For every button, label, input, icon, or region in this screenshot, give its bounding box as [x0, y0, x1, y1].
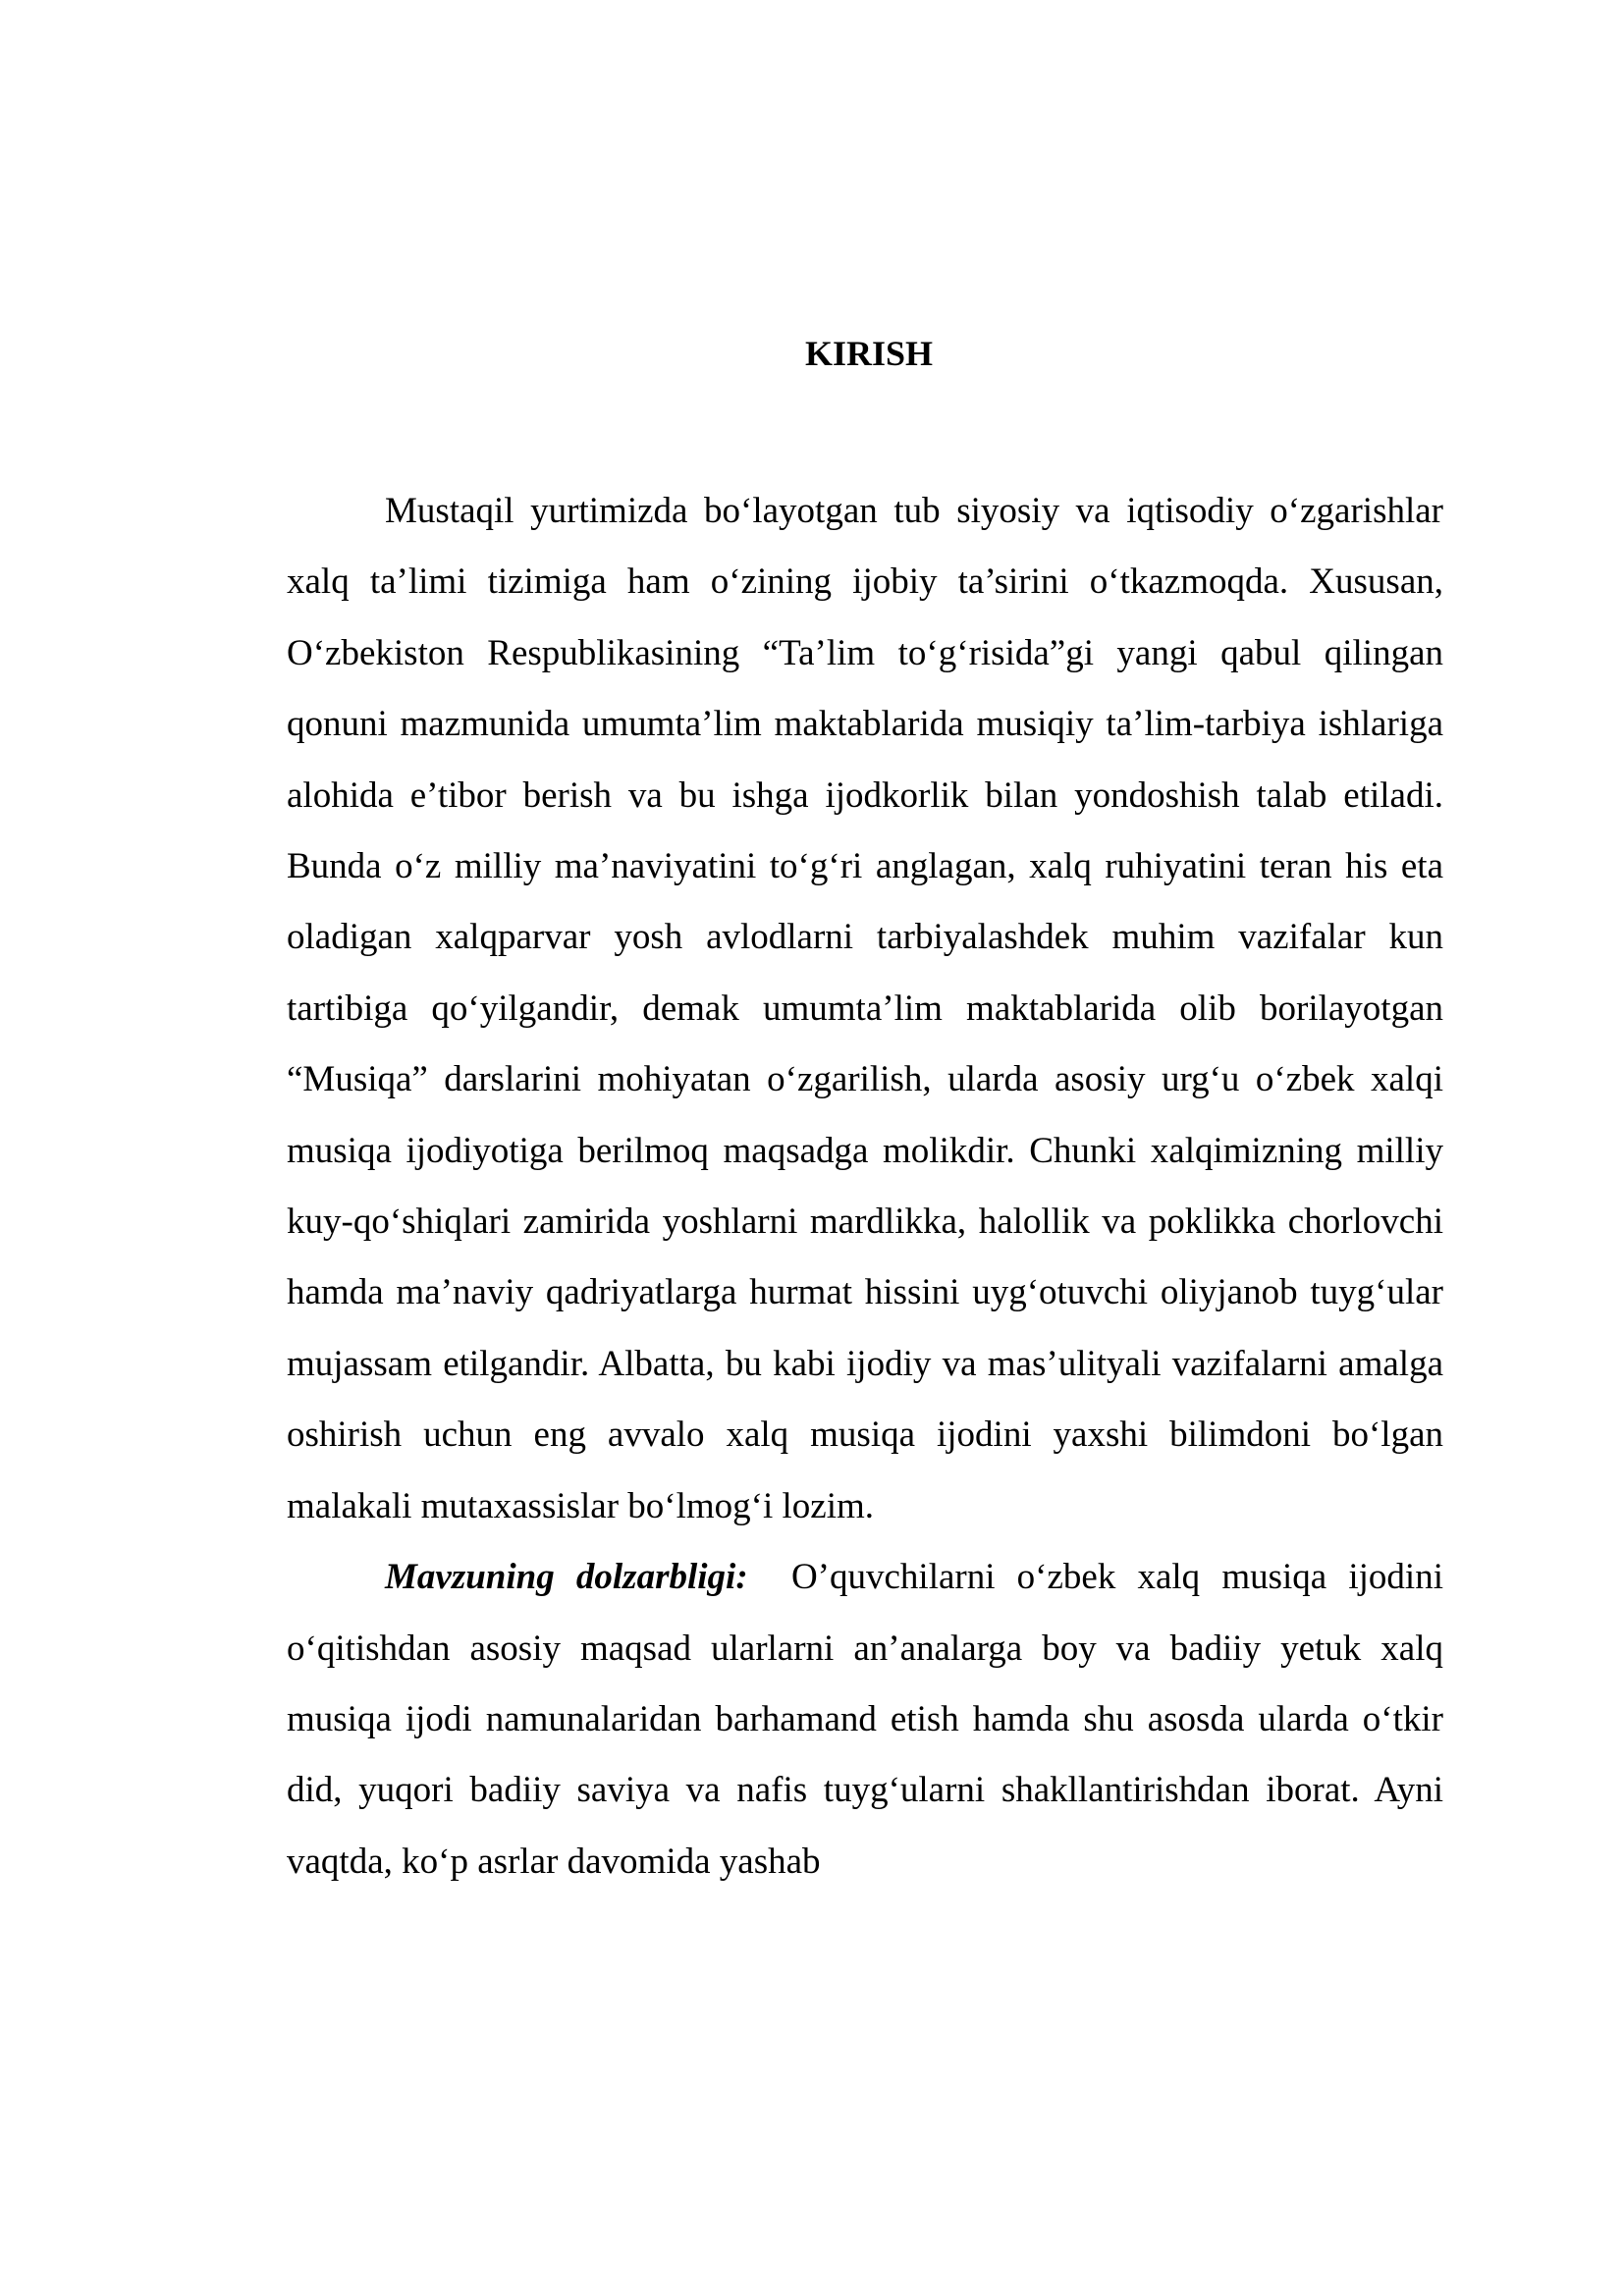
paragraph-introduction: [287, 476, 1443, 1542]
paragraph-relevance: [287, 1542, 1443, 1897]
paragraph-text: O’quvchilarni o‘zbek xalq musiqa ijodini o‘qitishdan asosiy maqsad ularlarni an’analarga boy va badiiy yetuk xalq musiqa ijodi namunalaridan barhamand etish hamda shu asosda ularda o‘tkir did, yuqori badiiy saviya va nafis tuyg‘ularni shakllantirishdan iborat. Ayni vaqtda, ko‘p asrlar davomida yashab: [287, 1557, 1443, 1882]
paragraph-lead-term: Mavzuning dolzarbligi: [385, 1557, 736, 1598]
paragraph-lead-colon: :: [735, 1557, 748, 1598]
body-text: [287, 476, 1443, 1897]
section-heading: KIRISH: [804, 334, 934, 373]
paragraph-text: Mustaqil yurtimizda bo‘layotgan tub siyosiy va iqtisodiy o‘zgarishlar xalq ta’limi tizimiga ham o‘zining ijobiy ta’sirini o‘tkazmoqda. Xususan, O‘zbekiston Respublikasining “Ta’lim to‘g‘risida”gi yangi qabul qilingan qonuni mazmunida umumta’lim maktablarida musiqiy ta’lim-tarbiya ishlariga alohida e’tibor berish va bu ishga ijodkorlik bilan yondoshish talab etiladi. Bunda o‘z milliy ma’naviyatini to‘g‘ri anglagan, xalq ruhiyatini teran his eta oladigan xalqparvar yosh avlodlarni tarbiyalashdek muhim vazifalar kun tartibiga qo‘yilgandir, demak umumta’lim maktablarida olib borilayotgan “Musiqa” darslarini mohiyatan o‘zgarilish, ularda asosiy urg‘u o‘zbek xalqi musiqa ijodiyotiga berilmoq maqsadga molikdir. Chunki xalqimizning milliy kuy-qo‘shiqlari zamirida yoshlarni mardlikka, halollik va poklikka chorlovchi hamda ma’naviy qadriyatlarga hurmat hissini uyg‘otuvchi oliyjanob tuyg‘ular mujassam etilgandir. Albatta, bu kabi ijodiy va mas’ulityali vazifalarni amalga oshirish uchun eng avvalo xalq musiqa ijodini yaxshi bilimdoni bo‘lgan malakali mutaxassislar bo‘lmog‘i lozim.: [287, 491, 1443, 1526]
